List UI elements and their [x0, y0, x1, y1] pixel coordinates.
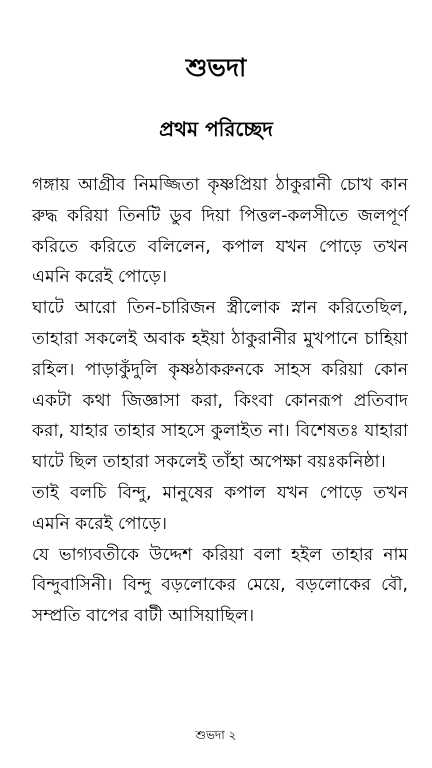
paragraph-3: তাই বলচি বিন্দু, মানুষের কপাল যখন পোড়ে তখন এমনি করেই পোড়ে।	[32, 482, 408, 534]
paragraph-2: ঘাটে আরো তিন-চারিজন স্ত্রীলোক স্নান করিতেছিল, তাহারা সকলেই অবাক হইয়া ঠাকুরানীর মুখপানে চাহিয়া রহিল। পাড়াকুঁদুলি কৃষ্ণঠাকরুনকে সাহস করিয়া কোন একটা কথা জিজ্ঞাসা করা, কিংবা কোনরূপ প্রতিবাদ করা, যাহার তাহার সাহসে কুলাইত না। বিশেষতঃ যাহারা ঘাটে ছিল তাহারা সকলেই তাঁহা অপেক্ষা বয়ঃকনিষ্ঠা।	[32, 298, 408, 473]
chapter-title: প্রথম পরিচ্ছেদ	[159, 117, 273, 141]
page-footer: শুভদা ২	[195, 728, 237, 742]
paragraph-1: গঙ্গায় আগ্রীব নিমজ্জিতা কৃষ্ণপ্রিয়া ঠাকুরানী চোখ কান রুদ্ধ করিয়া তিনটি ডুব দিয়া পিত্তল-কলসীতে জলপূর্ণ করিতে করিতে বলিলেন, কপাল যখন পোড়ে তখন এমনি করেই পোড়ে।	[32, 175, 408, 288]
book-title: শুভদা	[185, 53, 247, 82]
paragraph-4: যে ভাগ্যবতীকে উদ্দেশ করিয়া বলা হইল তাহার নাম বিন্দুবাসিনী। বিন্দু বড়লোকের মেয়ে, বড়লোকের বৌ, সম্প্রতি বাপের বাটী আসিয়াছিল।	[32, 544, 408, 627]
body-text	[32, 170, 408, 632]
